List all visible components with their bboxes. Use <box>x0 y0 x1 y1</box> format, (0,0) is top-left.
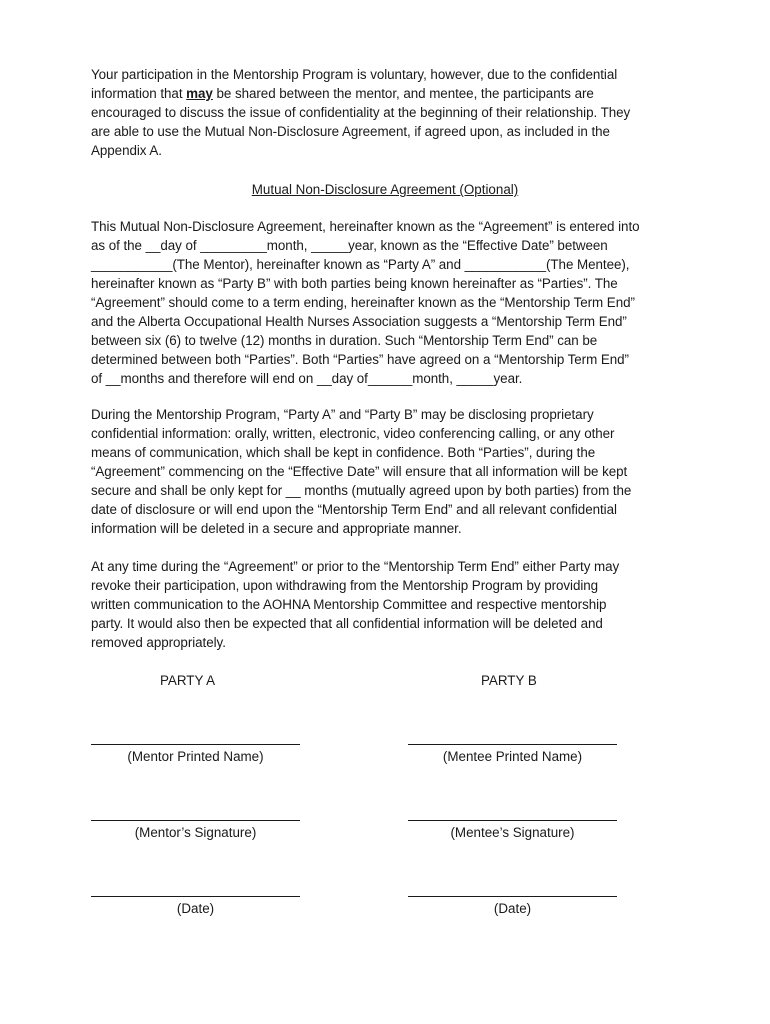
intro-paragraph <box>91 65 687 160</box>
paragraph-line: date of disclosure or will end upon the “Mentorship Term End” and all relevant confidential <box>91 502 617 517</box>
paragraph-line: During the Mentorship Program, “Party A” and “Party B” may be disclosing proprietary <box>91 407 594 422</box>
paragraph-line: secure and shall be only kept for __ months (mutually agreed upon by both parties) from the <box>91 483 632 498</box>
mentee-date-line[interactable] <box>408 896 617 897</box>
mentor-signature-caption: (Mentor’s Signature) <box>134 825 257 840</box>
party-b-label: PARTY B <box>481 673 537 688</box>
party-a-label: PARTY A <box>160 673 216 688</box>
intro-line-3: encouraged to discuss the issue of confidentiality at the beginning of their relationship. They <box>91 105 631 120</box>
paragraph-line: “Agreement” should come to a term ending, hereinafter known as the “Mentorship Term End” <box>91 295 635 310</box>
mentee-name-line[interactable] <box>408 744 617 745</box>
paragraph-line: as of the __day of _________month, _____year, known as the “Effective Date” between <box>91 238 608 253</box>
paragraph-line: party. It would also then be expected that all confidential information will be deleted and <box>91 616 603 631</box>
mentor-date-caption: (Date) <box>176 901 215 916</box>
intro-line-4: are able to use the Mutual Non-Disclosure Agreement, if agreed upon, as included in the <box>91 124 610 139</box>
paragraph-line: between six (6) to twelve (12) months in duration. Such “Mentorship Term End” can be <box>91 333 598 348</box>
mentee-signature-caption: (Mentee’s Signature) <box>450 825 575 840</box>
intro-line-2 <box>91 84 687 103</box>
paragraph-line: of __months and therefore will end on __day of______month, _____year. <box>91 371 523 386</box>
paragraph-line: means of communication, which shall be kept in confidence. Both “Parties”, during the <box>91 445 596 460</box>
paragraph-line: and the Alberta Occupational Health Nurses Association suggests a “Mentorship Term End” <box>91 314 627 329</box>
mentor-name-caption: (Mentor Printed Name) <box>127 749 264 764</box>
paragraph-line: confidential information: orally, written, electronic, video conferencing calling, or any other <box>91 426 615 441</box>
intro-line-2-post: be shared between the mentor, and mentee, the participants are <box>212 86 594 101</box>
paragraph-line: information will be deleted in a secure and appropriate manner. <box>91 521 462 536</box>
mentor-signature-line[interactable] <box>91 820 300 821</box>
agreement-paragraph-2 <box>91 405 687 538</box>
mentor-name-line[interactable] <box>91 744 300 745</box>
paragraph-line: ___________(The Mentor), hereinafter known as “Party A” and ___________(The Mentee), <box>91 257 630 272</box>
paragraph-line: “Agreement” commencing on the “Effective Date” will ensure that all information will be kept <box>91 464 628 479</box>
mentee-signature-line[interactable] <box>408 820 617 821</box>
paragraph-line: This Mutual Non-Disclosure Agreement, hereinafter known as the “Agreement” is entered into <box>91 219 640 234</box>
paragraph-line: hereinafter known as “Party B” with both parties being known hereinafter as “Parties”. The <box>91 276 618 291</box>
agreement-paragraph-3 <box>91 557 687 652</box>
paragraph-line: written communication to the AOHNA Mentorship Committee and respective mentorship <box>91 597 607 612</box>
intro-line-5: Appendix A. <box>91 143 162 158</box>
paragraph-line: removed appropriately. <box>91 635 226 650</box>
paragraph-line: At any time during the “Agreement” or prior to the “Mentorship Term End” either Party may <box>91 559 620 574</box>
paragraph-line: determined between both “Parties”. Both “Parties” have agreed on a “Mentorship Term End” <box>91 352 629 367</box>
mentee-date-caption: (Date) <box>493 901 532 916</box>
emphasis-may: may <box>186 86 213 101</box>
intro-line-1: Your participation in the Mentorship Program is voluntary, however, due to the confidential <box>91 67 618 82</box>
mentor-date-line[interactable] <box>91 896 300 897</box>
paragraph-line: revoke their participation, upon withdrawing from the Mentorship Program by providing <box>91 578 599 593</box>
agreement-heading: Mutual Non-Disclosure Agreement (Optional) <box>251 182 519 197</box>
agreement-paragraph-1 <box>91 217 687 388</box>
intro-line-2-pre: information that <box>91 86 187 101</box>
mentee-name-caption: (Mentee Printed Name) <box>442 749 583 764</box>
